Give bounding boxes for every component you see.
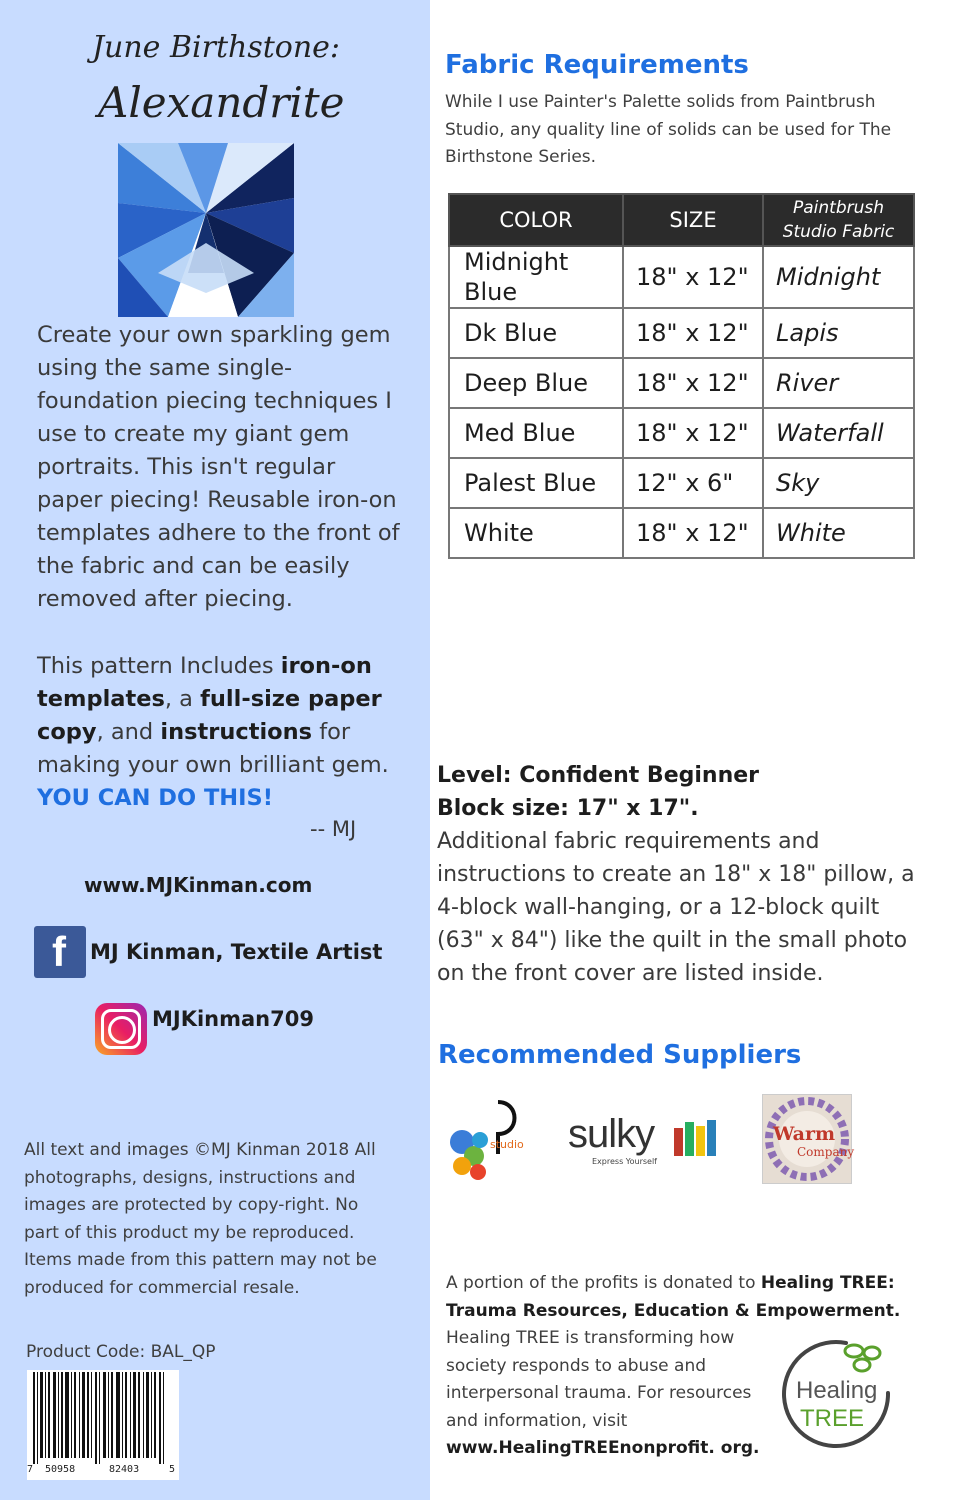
pattern-title-line2: Alexandrite bbox=[98, 78, 345, 127]
copyright-notice: All text and images ©MJ Kinman 2018 All photographs, designs, instructions and images are protected by copy-right. No part of this product my be reproduced. Items made from this pattern may not be produced for commercial resale. bbox=[24, 1140, 377, 1298]
quilt-block-image bbox=[118, 143, 294, 317]
sulky-tagline: Express Yourself bbox=[592, 1157, 657, 1166]
additional-requirements: Additional fabric requirements and instructions to create an 18" x 18" pillow, a 4-block wall-hanging, or a 12-block quilt (63" x 84") like the quilt in the small photo on the front cover are listed inside. bbox=[437, 829, 915, 986]
warm-company-word: Company bbox=[797, 1145, 855, 1159]
level-info bbox=[437, 759, 927, 990]
product-code: Product Code: BAL_QP bbox=[26, 1342, 216, 1362]
cell-fabric: White bbox=[763, 508, 914, 558]
you-can-do-this: YOU CAN DO THIS! bbox=[37, 785, 273, 811]
cell-color: Med Blue bbox=[449, 408, 623, 458]
warm-company-logo[interactable] bbox=[762, 1094, 855, 1184]
cell-color: Dk Blue bbox=[449, 308, 623, 358]
cell-size: 18" x 12" bbox=[623, 408, 763, 458]
cell-fabric: Waterfall bbox=[763, 408, 914, 458]
includes-paragraph: This pattern Includes iron-on templates, a full-size paper copy, and instructions for making your own brilliant gem. YOU CAN DO THIS! bbox=[37, 653, 389, 811]
healing-tree-link: www.HealingTREEnonprofit. org. bbox=[446, 1438, 760, 1458]
cell-color: Deep Blue bbox=[449, 358, 623, 408]
barcode-digit-2: 50958 bbox=[45, 1464, 76, 1475]
table-row bbox=[449, 508, 914, 558]
cell-color: Midnight Blue bbox=[449, 246, 623, 308]
block-size-label: Block size: 17" x 17". bbox=[437, 796, 699, 821]
barcode bbox=[27, 1370, 179, 1480]
donation-paragraph: A portion of the profits is donated to Healing TREE: Trauma Resources, Education & Empowerment. Healing TREE is transforming how society responds to abuse and interpersonal trauma. For resources and information, visit www.HealingTREEnonprofit. org. bbox=[446, 1273, 901, 1458]
table-header-row bbox=[449, 194, 914, 246]
table-row bbox=[449, 358, 914, 408]
barcode-digit-1: 7 bbox=[27, 1464, 34, 1475]
healing-tree-logo bbox=[776, 1333, 896, 1458]
table-row bbox=[449, 458, 914, 508]
header-fabric: Paintbrush Studio Fabric bbox=[763, 194, 914, 246]
intro-paragraph: Create your own sparkling gem using the same single-foundation piecing techniques I use to create my giant gem portraits. This isn't regular paper piecing! Reusable iron-on templates adhere to the front of the fabric and can be easily removed after piecing. bbox=[37, 322, 400, 612]
cell-size: 12" x 6" bbox=[623, 458, 763, 508]
fabric-requirements-title: Fabric Requirements bbox=[445, 50, 749, 80]
cell-size: 18" x 12" bbox=[623, 358, 763, 408]
instagram-label[interactable]: MJKinman709 bbox=[152, 1007, 314, 1031]
header-color: COLOR bbox=[449, 194, 623, 246]
cell-color: White bbox=[449, 508, 623, 558]
table-row bbox=[449, 408, 914, 458]
cell-fabric: Midnight bbox=[763, 246, 914, 308]
facebook-icon: f bbox=[34, 926, 86, 978]
cell-fabric: River bbox=[763, 358, 914, 408]
fabric-description: While I use Painter's Palette solids from Paintbrush Studio, any quality line of solids can be used for The Birthstone Series. bbox=[445, 92, 892, 167]
cell-size: 18" x 12" bbox=[623, 508, 763, 558]
signature: -- MJ bbox=[310, 817, 357, 841]
facebook-label[interactable]: MJ Kinman, Textile Artist bbox=[90, 940, 383, 964]
level-label: Level: Confident Beginner bbox=[437, 763, 760, 788]
fabric-table bbox=[448, 193, 915, 559]
paintbrush-studio-logo[interactable] bbox=[440, 1098, 530, 1184]
cell-size: 18" x 12" bbox=[623, 308, 763, 358]
website-link[interactable]: www.MJKinman.com bbox=[84, 873, 313, 897]
sulky-logo[interactable] bbox=[568, 1112, 728, 1172]
warm-word: Warm bbox=[773, 1123, 836, 1145]
cell-color: Palest Blue bbox=[449, 458, 623, 508]
cell-fabric: Sky bbox=[763, 458, 914, 508]
sulky-word: sulky bbox=[568, 1112, 655, 1156]
instagram-icon bbox=[95, 1003, 147, 1055]
barcode-digit-4: 5 bbox=[169, 1464, 176, 1475]
pattern-title-line1: June Birthstone: bbox=[92, 30, 341, 65]
cell-size: 18" x 12" bbox=[623, 246, 763, 308]
paintbrush-studio-text: studio bbox=[490, 1138, 524, 1151]
recommended-suppliers-title: Recommended Suppliers bbox=[438, 1040, 802, 1070]
barcode-digit-3: 82403 bbox=[109, 1464, 140, 1475]
healing-word: Healing bbox=[796, 1377, 878, 1404]
table-row bbox=[449, 246, 914, 308]
table-row bbox=[449, 308, 914, 358]
header-size: SIZE bbox=[623, 194, 763, 246]
cell-fabric: Lapis bbox=[763, 308, 914, 358]
tree-word: TREE bbox=[800, 1405, 865, 1432]
